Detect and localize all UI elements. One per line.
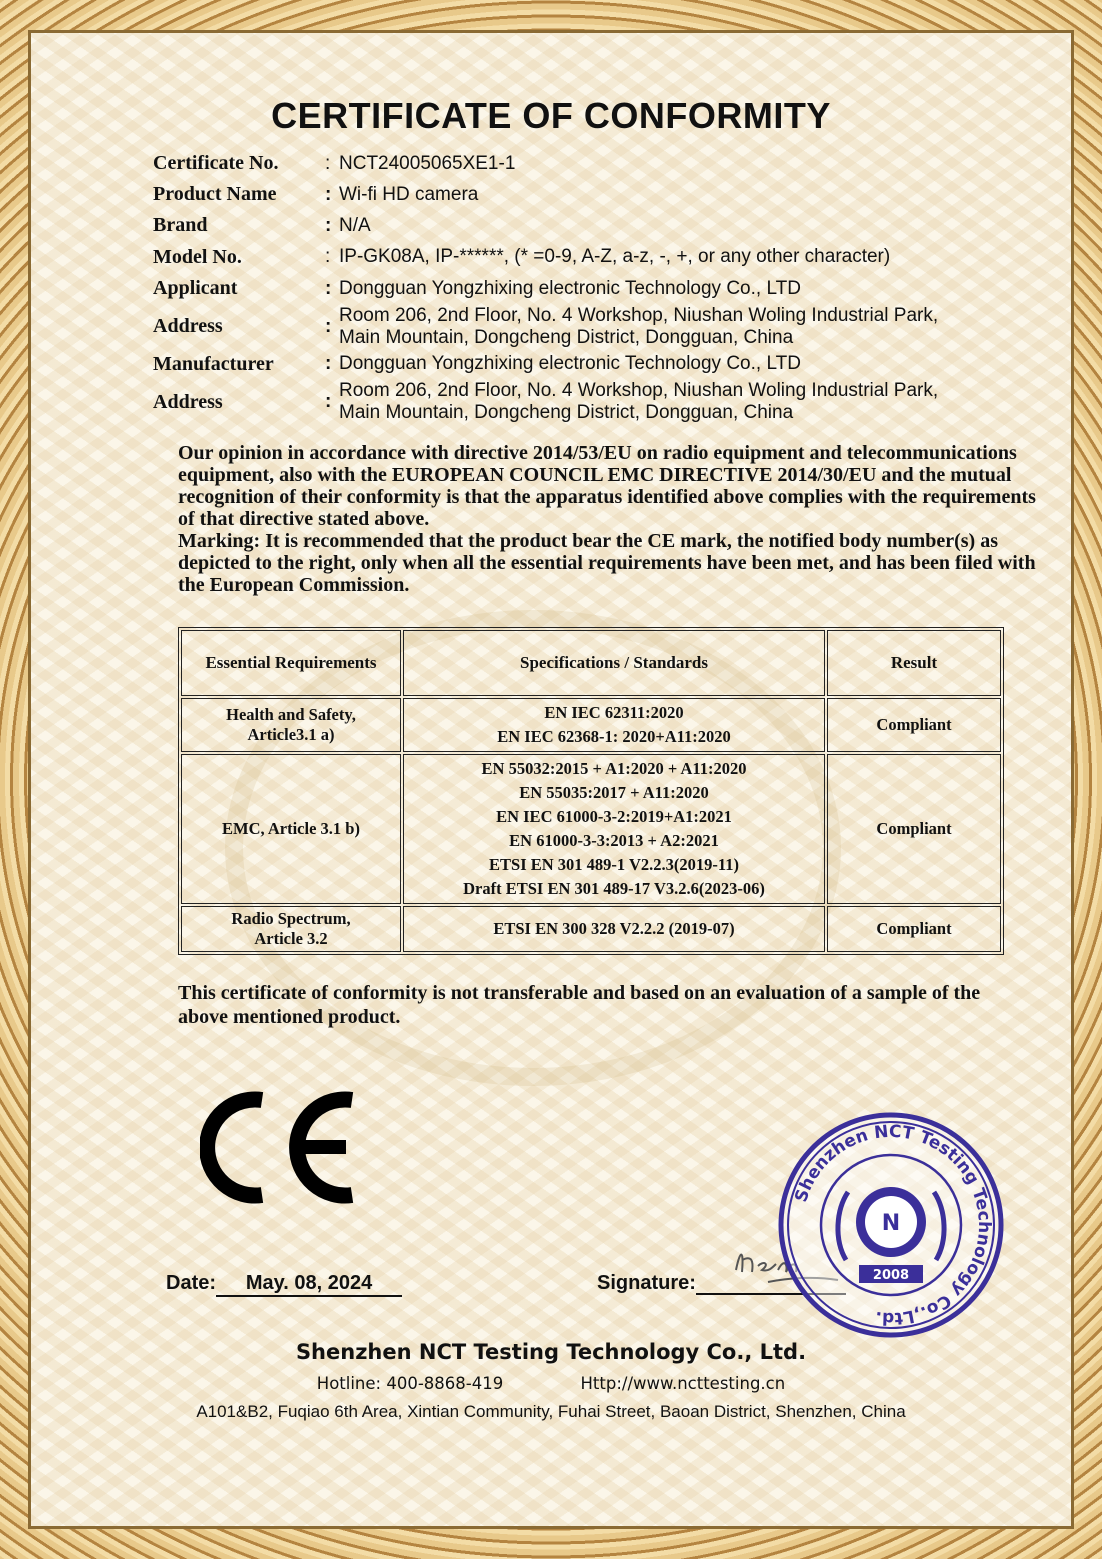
- marking-text: Marking: It is recommended that the product bear the CE mark, the notified body number(s) as depicted to the right, only when all the essential requirements have been met, and has been filed with the European Commission.: [178, 530, 1036, 596]
- field-manufacturer: Manufacturer : Dongguan Yongzhixing electronic Technology Co., LTD: [153, 352, 801, 375]
- field-applicant: Applicant : Dongguan Yongzhixing electronic Technology Co., LTD: [153, 277, 801, 299]
- date-value: May. 08, 2024: [216, 1272, 402, 1297]
- requirement-cell: Radio Spectrum, Article 3.2: [181, 906, 401, 952]
- result-cell: Compliant: [827, 698, 1001, 752]
- header-essential-requirements: Essential Requirements: [181, 630, 401, 696]
- field-product-name: Product Name : Wi-fi HD camera: [153, 183, 479, 205]
- field-manufacturer-address: Address : Room 206, 2nd Floor, No. 4 Workshop, Niushan Woling Industrial Park, Main Mountain, Dongcheng District, Dongguan, China: [153, 380, 939, 423]
- issuer-address: A101&B2, Fuqiao 6th Area, Xintian Community, Fuhai Street, Baoan District, Shenzhen, China: [196, 1402, 906, 1421]
- header-specifications: Specifications / Standards: [403, 630, 825, 696]
- issuer-contacts: [0, 1374, 1102, 1393]
- website-link[interactable]: Http://www.ncttesting.cn: [580, 1374, 786, 1393]
- issuer-company-name: Shenzhen NCT Testing Technology Co., Ltd.: [295, 1340, 807, 1364]
- certificate-title: CERTIFICATE OF CONFORMITY: [271, 95, 831, 136]
- svg-text:2008: 2008: [872, 1268, 910, 1283]
- ce-mark-icon: [200, 1090, 370, 1205]
- hotline: Hotline: 400-8868-419: [316, 1374, 504, 1393]
- table-row: [181, 906, 1001, 952]
- opinion-statement: [178, 442, 1048, 596]
- svg-text:N: N: [881, 1211, 901, 1236]
- requirements-table: [178, 627, 1004, 955]
- specs-cell: EN 55032:2015 + A1:2020 + A11:2020 EN 55035:2017 + A11:2020 EN IEC 61000-3-2:2019+A1:2021 EN 61000-3-3:2013 + A2:2021 ETSI EN 301 489-1 V2.2.3(2019-11) Draft ETSI EN 301 489-17 V3.2.6(2023-06): [403, 754, 825, 904]
- requirement-cell: Health and Safety, Article3.1 a): [181, 698, 401, 752]
- result-cell: Compliant: [827, 906, 1001, 952]
- certificate-fields: [153, 148, 1033, 425]
- table-row: [181, 754, 1001, 904]
- company-seal-icon: [776, 1110, 1006, 1340]
- table-header-row: [181, 630, 1001, 696]
- transfer-notice: This certificate of conformity is not transferable and based on an evaluation of a sample of the above mentioned product.: [178, 982, 981, 1028]
- date-field: [166, 1272, 402, 1297]
- svg-text:Shenzhen NCT Testing Technolog: Shenzhen NCT Testing Technology Co.,Ltd.: [791, 1121, 995, 1329]
- field-certificate-no: Certificate No. : NCT24005065XE1-1: [153, 152, 516, 174]
- field-model-no: Model No. : IP-GK08A, IP-******, (* =0-9, A-Z, a-z, -, +, or any other character): [153, 245, 891, 268]
- result-cell: Compliant: [827, 754, 1001, 904]
- table-row: [181, 698, 1001, 752]
- signature-label: Signature:: [597, 1272, 696, 1294]
- opinion-text: Our opinion in accordance with directive 2014/53/EU on radio equipment and telecommunications equipment, also with the EUROPEAN COUNCIL EMC DIRECTIVE 2014/30/EU and the mutual recognition of their conformity is that the apparatus identified above complies with the requirements of that directive stated above.: [178, 442, 1036, 530]
- date-label: Date:: [166, 1272, 217, 1294]
- header-result: Result: [827, 630, 1001, 696]
- specs-cell: EN IEC 62311:2020 EN IEC 62368-1: 2020+A11:2020: [403, 698, 825, 752]
- requirement-cell: EMC, Article 3.1 b): [181, 754, 401, 904]
- specs-cell: ETSI EN 300 328 V2.2.2 (2019-07): [403, 906, 825, 952]
- field-applicant-address: Address : Room 206, 2nd Floor, No. 4 Workshop, Niushan Woling Industrial Park, Main Mountain, Dongcheng District, Dongguan, China: [153, 304, 939, 348]
- field-brand: Brand : N/A: [153, 214, 371, 236]
